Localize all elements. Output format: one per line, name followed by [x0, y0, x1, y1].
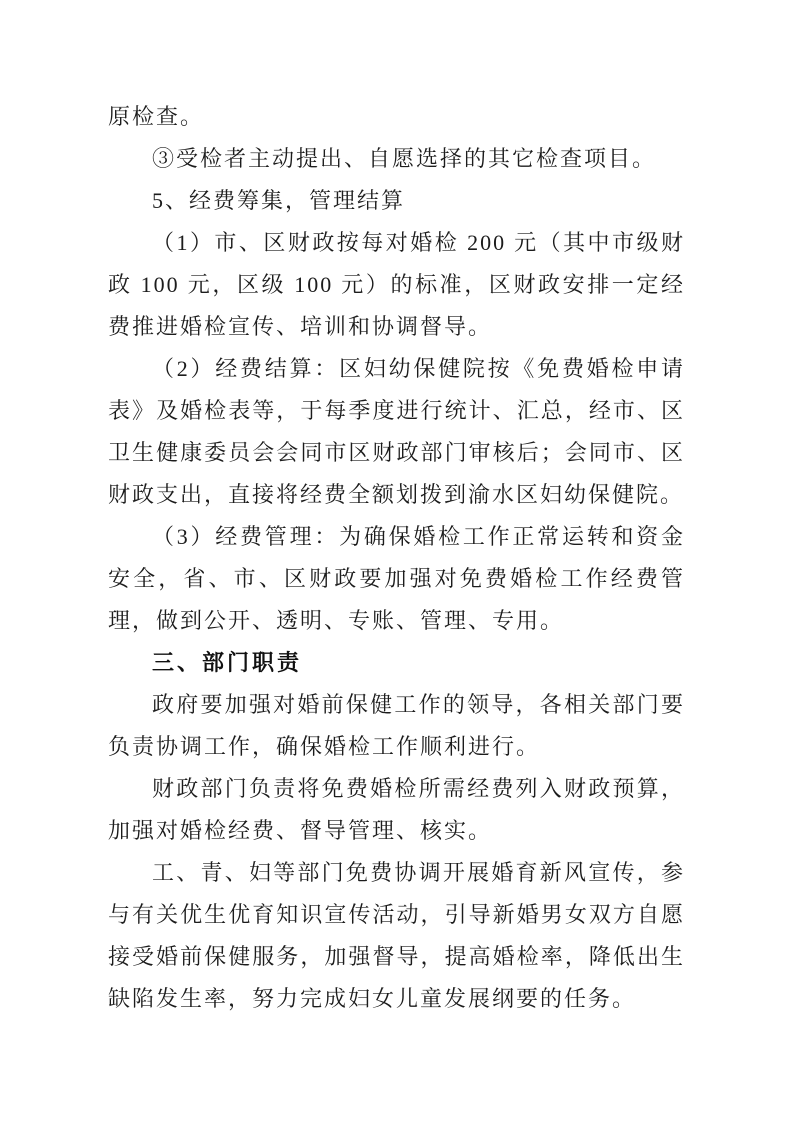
paragraph: 工、青、妇等部门免费协调开展婚育新风宣传，参与有关优生优育知识宣传活动，引导新婚男女双方自愿接受婚前保健服务，加强督导，提高婚检率，降低出生缺陷发生率，努力完成妇女儿童发展纲要的任务。 [108, 860, 685, 1011]
paragraph: ③受检者主动提出、自愿选择的其它检查项目。 [152, 146, 657, 171]
paragraph: （2）经费结算：区妇幼保健院按《免费婚检申请表》及婚检表等，于每季度进行统计、汇总，经市、区卫生健康委员会会同市区财政部门审核后；会同市、区财政支出，直接将经费全额划拨到渝水区妇幼保健院。 [108, 356, 685, 507]
document-body [108, 96, 685, 1020]
paragraph: （3）经费管理：为确保婚检工作正常运转和资金安全，省、市、区财政要加强对免费婚检工作经费管理，做到公开、透明、专账、管理、专用。 [108, 524, 685, 633]
paragraph-continuation: 原检查。 [108, 104, 205, 129]
section-heading: 三、部门职责 [152, 650, 303, 675]
paragraph: 政府要加强对婚前保健工作的领导，各相关部门要负责协调工作，确保婚检工作顺利进行。 [108, 692, 685, 759]
paragraph: 5、经费筹集，管理结算 [152, 188, 406, 213]
paragraph: 财政部门负责将免费婚检所需经费列入财政预算，加强对婚检经费、督导管理、核实。 [108, 776, 685, 843]
paragraph: （1）市、区财政按每对婚检 200 元（其中市级财政 100 元，区级 100 元）的标准，区财政安排一定经费推进婚检宣传、培训和协调督导。 [108, 230, 685, 339]
